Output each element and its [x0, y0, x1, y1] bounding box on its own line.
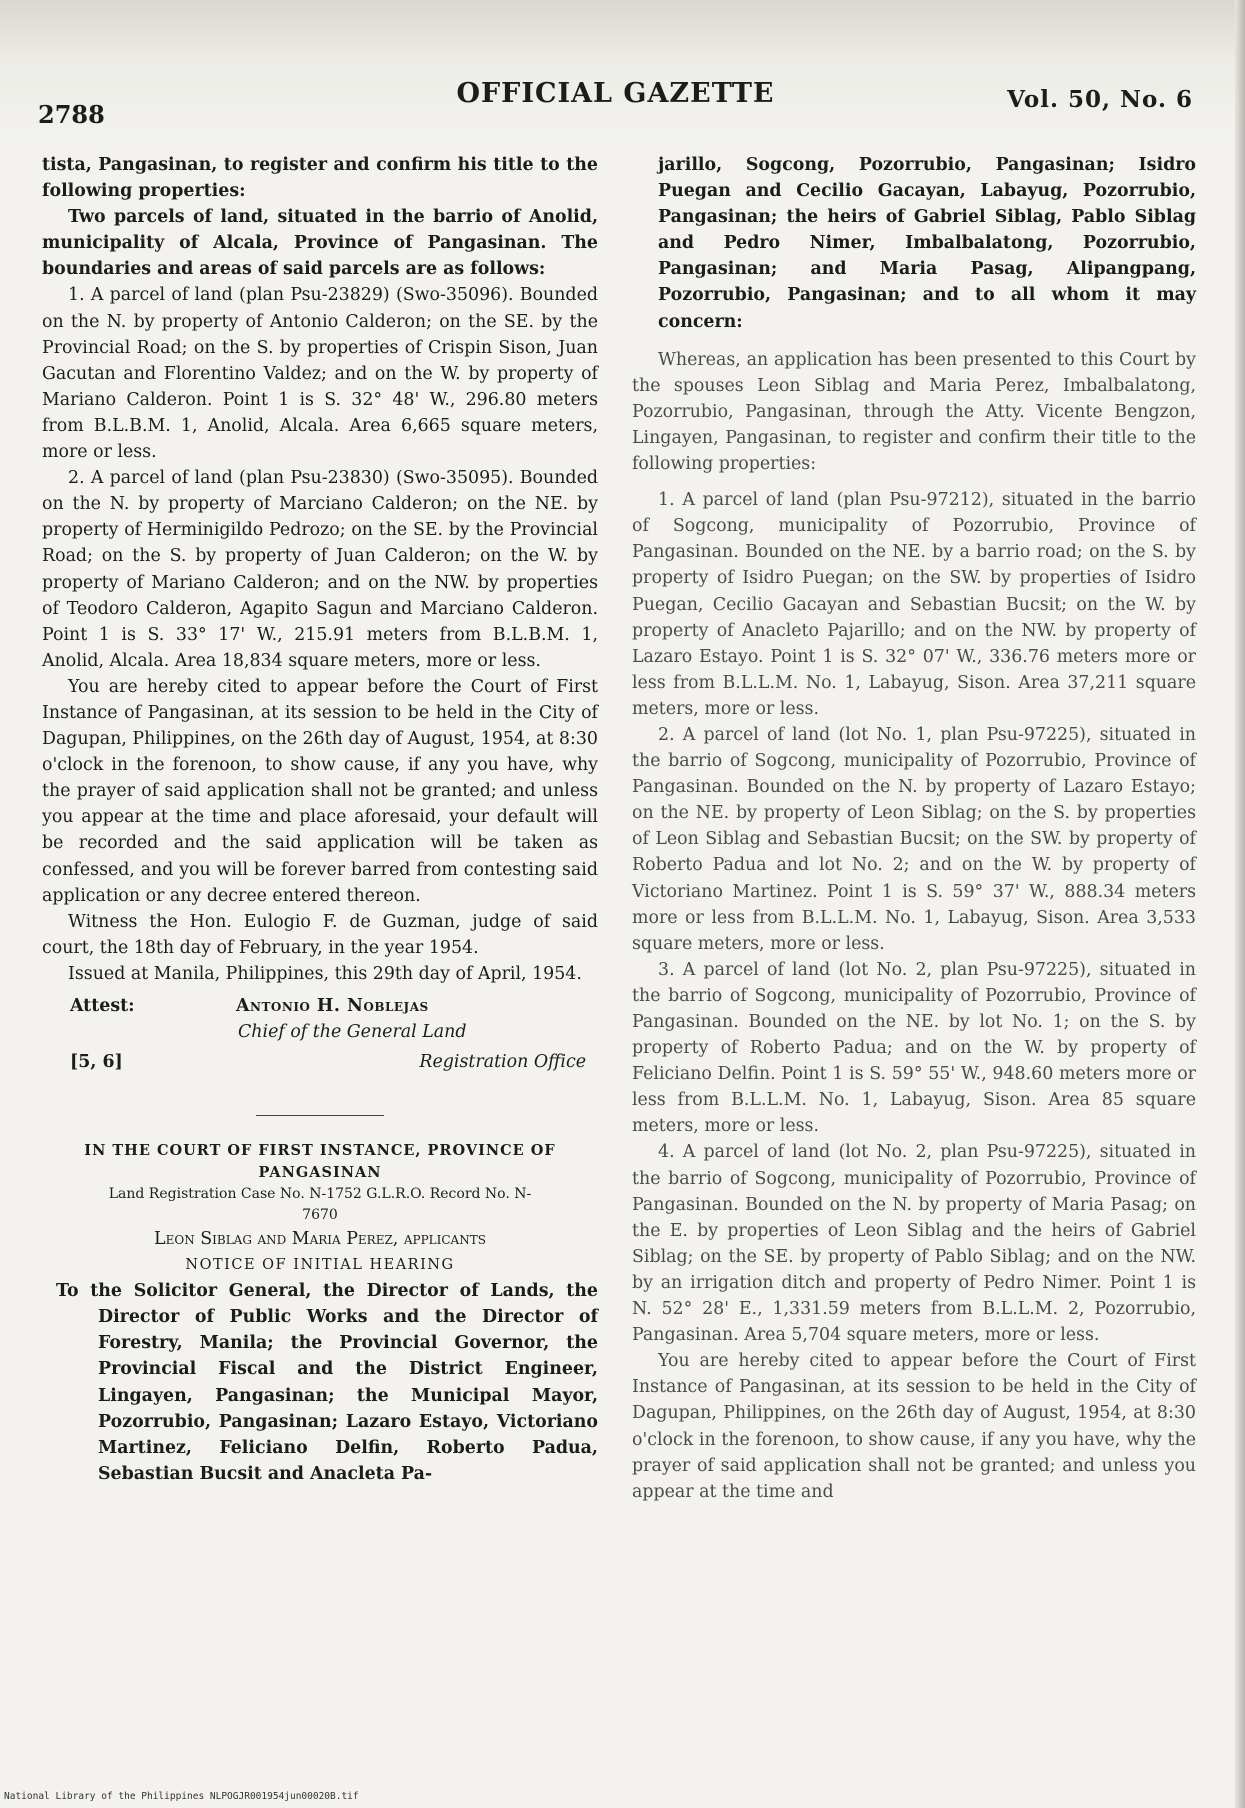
addressees-continued: jarillo, Sogcong, Pozorrubio, Pangasinan; Isidro Puegan and Cecilio Gacayan, Labayug, Pozorrubio, Pangasinan; the heirs of Gabriel Siblag, Pablo Siblag and Pedro Nimer, Imbalbalatong, Pozorrubio, Pangasinan; and Maria Pasag, Alipangpang, Pozorrubio, Pangasinan; and to all whom it may concern: — [658, 155, 1196, 332]
parcel-description: 2. A parcel of land (lot No. 1, plan Psu-97225), situated in the barrio of Sogcong, municipality of Pozorrubio, Province of Pangasinan. Bounded on the N. by property of Lazaro Estayo; on the NE. by property of Leon Siblag; on the S. by properties of Leon Siblag and Sebastian Bucsit; on the SW. by property of Roberto Padua and lot No. 2; and on the W. by property of Victoriano Martinez. Point 1 is S. 59° 37' W., 888.34 meters more or less from B.L.L.M. No. 1, Labayug, Sison. Area 3,533 square meters, more or less. — [632, 724, 1196, 954]
attest-name: Antonio H. Noblejas — [236, 996, 429, 1016]
issued-paragraph: Issued at Manila, Philippines, this 29th day of April, 1954. — [68, 963, 582, 984]
paragraph: Two parcels of land, situated in the barrio of Anolid, municipality of Alcala, Province of Pangasinan. The boundaries and areas of said parcels are as follows: — [42, 207, 598, 280]
parcel-description: 3. A parcel of land (lot No. 2, plan Psu-97225), situated in the barrio of Sogcong, municipality of Pozorrubio, Province of Pangasinan. Bounded on the NE. by lot No. 1; on the S. by property of Roberto Padua; and on the W. by property of Feliciano Delfin. Point 1 is S. 59° 55' W., 948.60 meters more or less from B.L.L.M. No. 1, Labayug, Sison. Area 85 square meters, more or less. — [632, 959, 1196, 1137]
notice-title: NOTICE OF INITIAL HEARING — [185, 1257, 455, 1274]
parcel-description: 4. A parcel of land (lot No. 2, plan Psu-97225), situated in the barrio of Sogcong, municipality of Pozorrubio, Province of Pangasinan. Bounded on the N. by property of Maria Pasag; on the E. by properties of Leon Siblag and the heirs of Gabriel Siblag; on the SE. by property of Pablo Siblag; and on the NW. by an irrigation ditch and property of Pedro Nimer. Point 1 is N. 52° 28' E., 1,331.59 meters from B.L.L.M. 2, Pozorrubio, Pangasinan. Area 5,704 square meters, more or less. — [632, 1142, 1196, 1346]
page-number: 2788 — [38, 100, 105, 129]
page-header — [38, 78, 1193, 128]
publication-title: OFFICIAL GAZETTE — [456, 78, 775, 109]
right-column — [632, 152, 1196, 1505]
whereas-paragraph: Whereas, an application has been presented to this Court by the spouses Leon Siblag and Maria Perez, Imbalbalatong, Pozorrubio, Pangasinan, through the Atty. Vicente Bengzon, Lingayen, Pangasinan, to register and confirm their title to the following properties: — [632, 349, 1196, 475]
parcel-description: 1. A parcel of land (plan Psu-23829) (Swo-35096). Bounded on the N. by property of Antonio Calderon; on the SE. by the Provincial Road; on the S. by properties of Crispin Sison, Juan Gacutan and Florentino Valdez; and on the W. by property of Mariano Calderon. Point 1 is S. 32° 48' W., 296.80 meters from B.L.B.M. 1, Anolid, Alcala. Area 6,665 square meters, more or less. — [42, 285, 598, 463]
issue-reference: [5, 6] — [70, 1052, 123, 1072]
attestation-row — [42, 1049, 598, 1085]
paragraph: tista, Pangasinan, to register and confirm his title to the following properties: — [42, 155, 598, 202]
scan-footer: National Library of the Philippines NLPOGJR001954jun00020B.tif — [4, 1791, 359, 1802]
parcel-description: 2. A parcel of land (plan Psu-23830) (Swo-35095). Bounded on the N. by property of Marciano Calderon; on the NE. by property of Herminigildo Pedrozo; on the SE. by the Provincial Road; on the S. by property of Juan Calderon; on the W. by property of Mariano Calderon; and on the NW. by properties of Teodoro Calderon, Agapito Sagun and Marciano Calderon. Point 1 is S. 33° 17' W., 215.91 meters from B.L.B.M. 1, Anolid, Alcala. Area 18,834 square meters, more or less. — [42, 468, 598, 671]
section-divider — [256, 1115, 384, 1116]
citation-paragraph: You are hereby cited to appear before the Court of First Instance of Pangasinan, at its session to be held in the City of Dagupan, Philippines, on the 26th day of August, 1954, at 8:30 o'clock in the forenoon, to show cause, if any you have, why the prayer of said application shall not be granted; and unless you appear at the time and place aforesaid, your default will be recorded and the said application will be taken as confessed, and you will be forever barred from contesting said application or any decree entered thereon. — [42, 676, 598, 906]
left-column — [42, 152, 598, 1487]
volume-issue: Vol. 50, No. 6 — [1007, 86, 1193, 113]
attest-label: Attest: — [70, 996, 135, 1016]
parcel-description: 1. A parcel of land (plan Psu-97212), situated in the barrio of Sogcong, municipality of Pozorrubio, Province of Pangasinan. Bounded on the NE. by a barrio road; on the S. by property of Isidro Puegan; on the SW. by properties of Isidro Puegan, Cecilio Gacayan and Sebastian Bucsit; on the W. by property of Anacleto Pajarillo; and on the NW. by property of Lazaro Estayo. Point 1 is S. 32° 07' W., 336.76 meters more or less from B.L.L.M. No. 1, Labayug, Sison. Area 37,211 square meters, more or less. — [632, 490, 1196, 719]
attestation-block — [42, 993, 598, 1049]
witness-paragraph: Witness the Hon. Eulogio F. de Guzman, judge of said court, the 18th day of February, in the year 1954. — [42, 911, 598, 958]
addressees: To the Solicitor General, the Director of Lands, the Director of Public Works and the Director of Forestry, Manila; the Provincial Governor, the Provincial Fiscal and the District Engineer, Lingayen, Pangasinan; the Municipal Mayor, Pozorrubio, Pangasinan; Lazaro Estayo, Victoriano Martinez, Feliciano Delfin, Roberto Padua, Sebastian Bucsit and Anacleta Pa- — [56, 1281, 598, 1484]
applicants-line: Leon Siblag and Maria Perez, applicants — [154, 1229, 486, 1249]
court-heading: IN THE COURT OF FIRST INSTANCE, PROVINCE OF PANGASINAN — [84, 1142, 556, 1181]
page-edge — [1235, 0, 1245, 1808]
attest-title: Chief of the General Land — [238, 1022, 467, 1042]
attest-title: Registration Office — [419, 1052, 586, 1072]
case-number: Land Registration Case No. N-1752 G.L.R.O. Record No. N-7670 — [108, 1186, 532, 1223]
citation-paragraph: You are hereby cited to appear before the Court of First Instance of Pangasinan, at its session to be held in the City of Dagupan, Philippines, on the 26th day of August, 1954, at 8:30 o'clock in the forenoon, to show cause, if any you have, why the prayer of said application shall not be granted; and unless you appear at the time and — [632, 1351, 1196, 1502]
